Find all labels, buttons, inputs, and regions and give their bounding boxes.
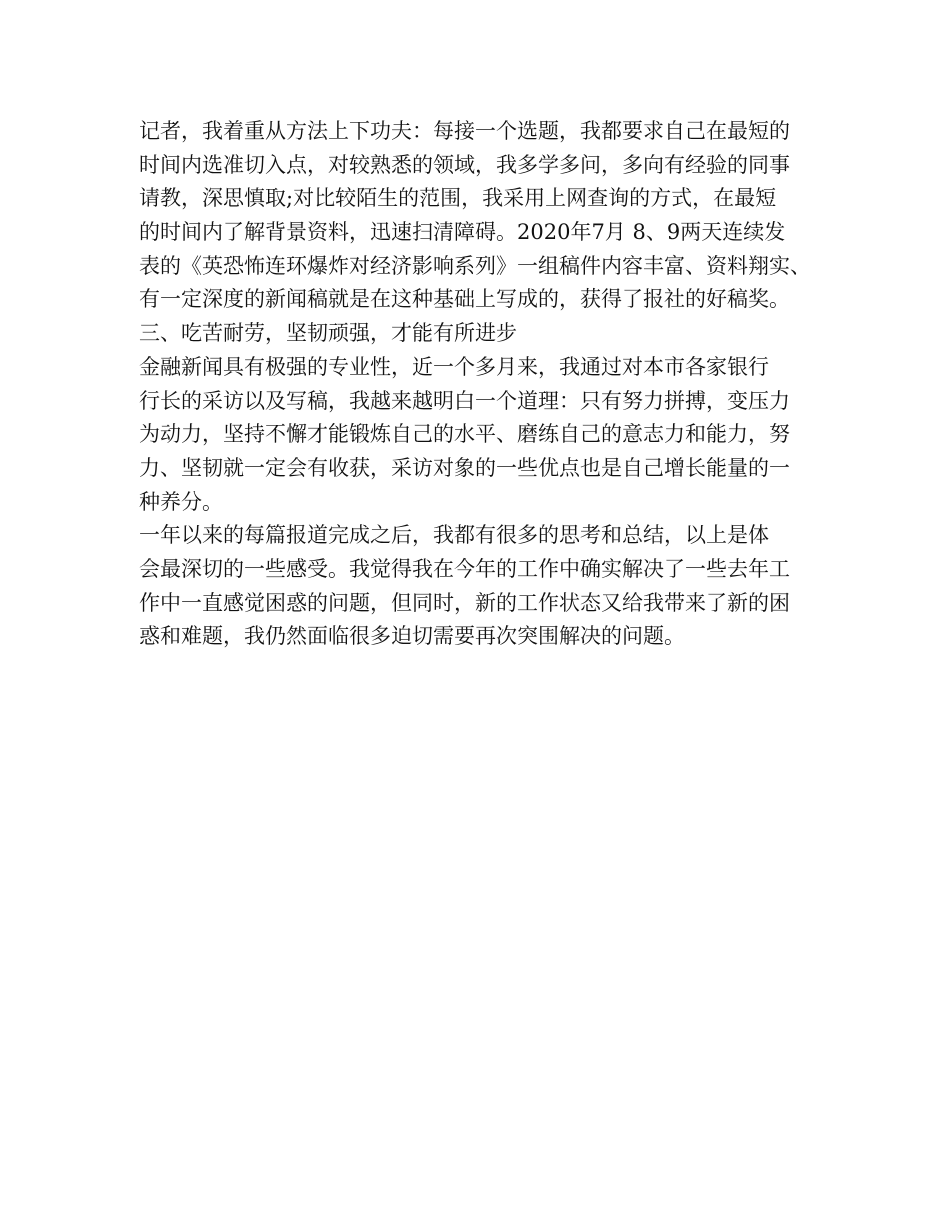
text-line: 表的《英恐怖连环爆炸对经济影响系列》一组稿件内容丰富、资料翔实、 [139, 253, 811, 278]
text-line: 记者，我着重从方法上下功夫：每接一个选题，我都要求自己在最短的 [139, 119, 790, 143]
text-line: 时间内选准切入点，对较熟悉的领域，我多学多问，多向有经验的同事 [139, 152, 790, 177]
text-line: 惑和难题，我仍然面临很多迫切需要再次突围解决的问题。 [139, 624, 685, 649]
text-line: 一年以来的每篇报道完成之后，我都有很多的思考和总结，以上是体 [139, 523, 769, 548]
body-text [139, 115, 839, 654]
text-line: 有一定深度的新闻稿就是在这种基础上写成的，获得了报社的好稿奖。 [139, 287, 790, 312]
section-heading: 三、吃苦耐劳，坚韧顽强，才能有所进步 [139, 321, 517, 346]
text-line: 为动力，坚持不懈才能锻炼自己的水平、磨练自己的意志力和能力，努 [139, 422, 790, 447]
text-line: 的时间内了解背景资料，迅速扫清障碍。2020年7月 8、9两天连续发 [139, 220, 786, 245]
text-line: 请教，深思慎取;对比较陌生的范围，我采用上网查询的方式，在最短 [139, 186, 777, 211]
text-line: 会最深切的一些感受。我觉得我在今年的工作中确实解决了一些去年工 [139, 556, 790, 581]
text-line: 种养分。 [139, 489, 223, 514]
text-line: 作中一直感觉困惑的问题，但同时，新的工作状态又给我带来了新的困 [139, 590, 790, 615]
text-line: 金融新闻具有极强的专业性，近一个多月来，我通过对本市各家银行 [139, 354, 769, 379]
text-line: 行长的采访以及写稿，我越来越明白一个道理：只有努力拼搏，变压力 [139, 388, 790, 413]
text-line: 力、坚韧就一定会有收获，采访对象的一些优点也是自己增长能量的一 [139, 455, 790, 480]
